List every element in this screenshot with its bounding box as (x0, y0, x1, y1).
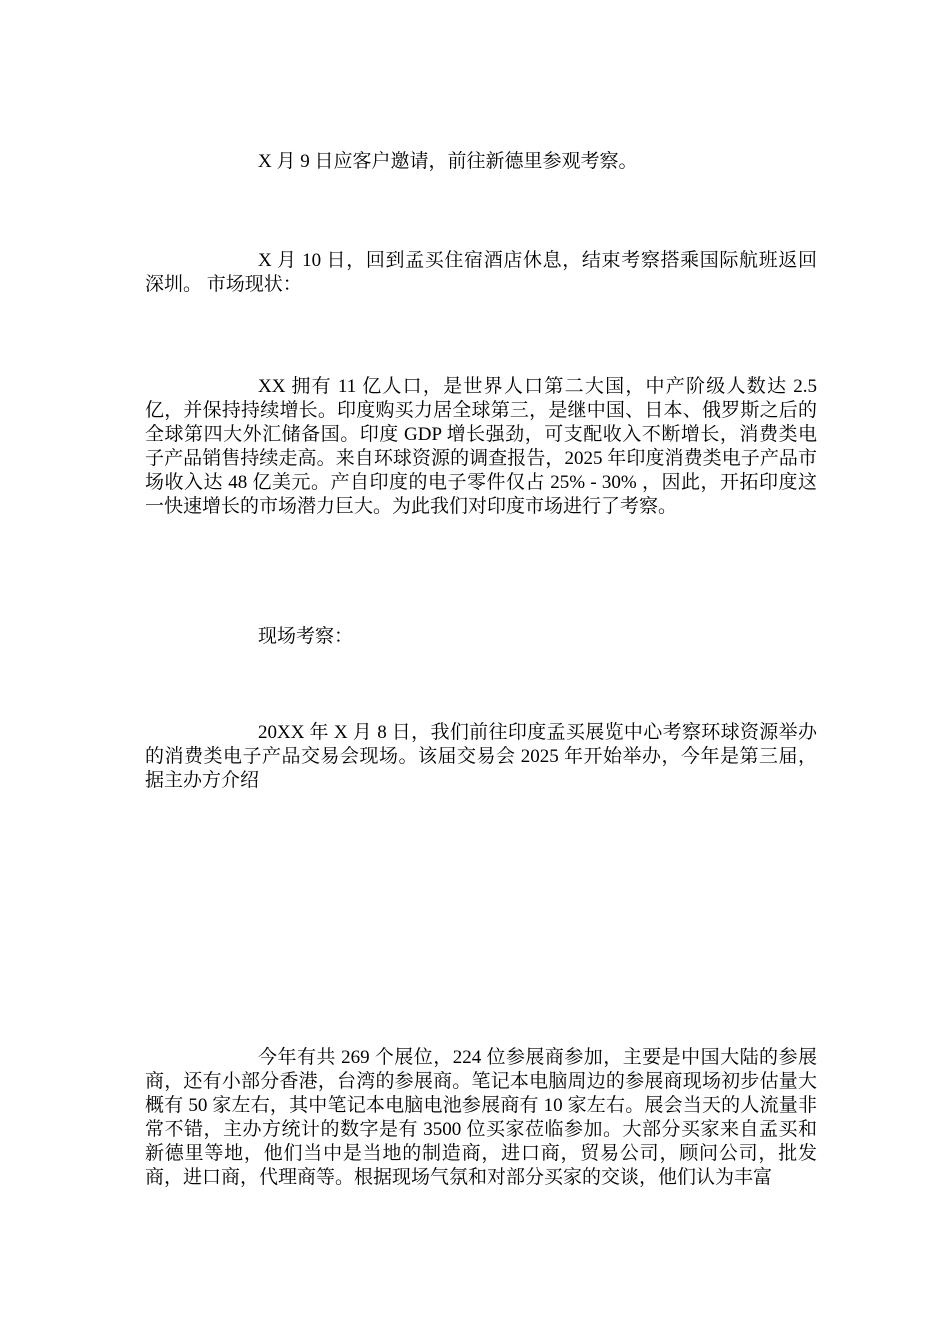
paragraph-return-shenzhen: X 月 10 日，回到孟买住宿酒店休息，结束考察搭乘国际航班返回深圳。 市场现状： (145, 250, 817, 295)
paragraph-visit-new-delhi: X 月 9 日应客户邀请，前往新德里参观考察。 (258, 151, 638, 172)
paragraph-trade-fair: 20XX 年 X 月 8 日，我们前往印度孟买展览中心考察环球资源举办的消费类电子产品交易会现场。该届交易会 2025 年开始举办，今年是第三届，据主办方介绍 (145, 722, 817, 791)
section-heading-site-inspection: 现场考察： (258, 626, 354, 647)
paragraph-market-status: XX 拥有 11 亿人口，是世界人口第二大国，中产阶级人数达 2.5 亿，并保持持续增长。印度购买力居全球第三，是继中国、日本、俄罗斯之后的全球第四大外汇储备国。印度 GDP 增长强劲，可支配收入不断增长，消费类电子产品销售持续走高。来自环球资源的调查报告，2025 年印度消费类电子产品市场收入达 48 亿美元。产自印度的电子零件仅占 25% - 30% ，因此，开拓印度这一快速增长的市场潜力巨大。为此我们对印度市场进行了考察。 (145, 376, 817, 517)
paragraph-exhibitors: 今年有共 269 个展位，224 位参展商参加，主要是中国大陆的参展商，还有小部分香港，台湾的参展商。笔记本电脑周边的参展商现场初步估量大概有 50 家左右，其中笔记本电脑电池参展商有 10 家左右。展会当天的人流量非常不错，主办方统计的数字是有 3500 位买家莅临参加。大部分买家来自孟买和新德里等地，他们当中是当地的制造商，进口商，贸易公司，顾问公司，批发商，进口商，代理商等。根据现场气氛和对部分买家的交谈，他们认为丰富 (145, 1047, 817, 1188)
